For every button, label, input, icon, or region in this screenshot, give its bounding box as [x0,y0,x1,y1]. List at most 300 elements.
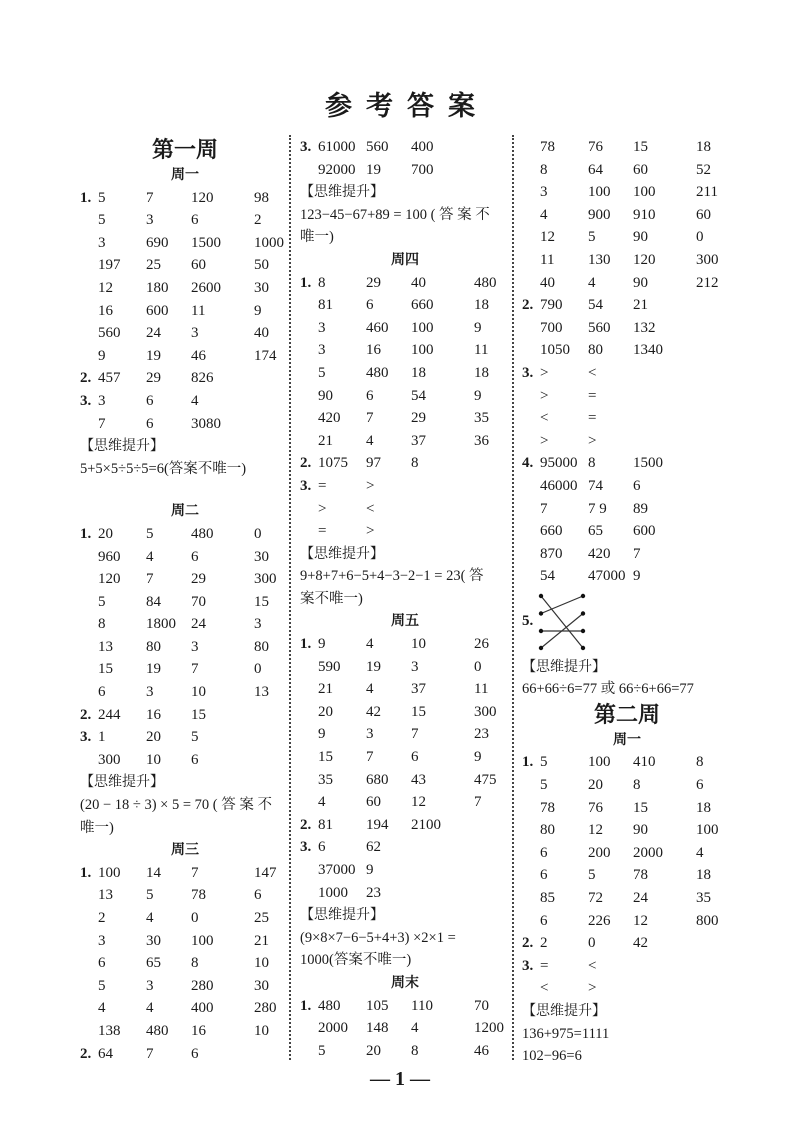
answer-cell: 11 [540,251,555,268]
answer-cell: 23 [366,884,381,901]
answer-row [522,430,732,453]
answer-cell: 2 [254,212,262,229]
answer-cell: 5 [540,777,548,794]
answer-row [80,613,290,636]
answer-row [80,568,290,591]
answer-cell: 5 [98,977,106,994]
answer-row [300,520,510,543]
question-number: 2. [522,935,534,952]
answer-cell: 130 [588,251,611,268]
answer-cell: 3 [146,977,154,994]
answer-cell: 100 [633,184,656,201]
answer-cell: 64 [588,161,603,178]
question-number: 3. [300,839,312,856]
answer-cell: 18 [696,867,711,884]
question-number: 3. [300,139,312,155]
answer-cell: 76 [588,799,603,816]
question-number: 2. [300,816,312,833]
answer-cell: 4 [366,681,374,698]
answer-cell: 62 [366,839,381,856]
answer-cell: 81 [318,297,333,314]
answer-row [80,367,290,390]
answer-cell: 11 [474,681,489,698]
answer-cell: 11 [474,342,489,359]
question-number: 4. [522,455,534,472]
answer-cell: 7 [366,410,374,427]
answer-cell: 46 [474,1042,489,1059]
answer-cell: 12 [411,794,426,811]
answer-row [300,746,510,769]
answer-row [522,910,732,933]
answer-cell: 200 [588,844,611,861]
answer-cell: 65 [588,523,603,540]
question-number: 2. [80,706,92,723]
week-heading: 第二周 [593,701,660,727]
answer-row [522,565,732,588]
answer-cell: 6 [98,684,106,701]
answer-cell: 300 [696,251,719,268]
answer-cell: 4 [146,548,154,565]
answer-cell: 37000 [318,862,356,878]
answer-cell: 78 [633,867,648,884]
answer-cell: 690 [146,234,169,251]
answer-cell: 10 [254,955,269,972]
answer-cell: 132 [633,319,656,336]
answer-cell: 480 [191,525,214,542]
answer-cell: 560 [588,319,611,336]
answer-cell: 100 [411,342,434,359]
answer-cell: 7 [146,571,154,588]
answer-row [300,769,510,792]
answer-cell: 98 [254,189,269,206]
answer-cell: < [540,980,549,997]
answer-cell: 74 [588,477,603,494]
answer-row [522,819,732,842]
answer-cell: 1000 [254,234,284,251]
answer-cell: 13 [98,638,113,655]
answer-cell: 10 [254,1022,269,1039]
answer-cell: 3 [98,392,106,409]
day-heading: 周一 [171,167,199,183]
answer-cell: 3 [98,234,106,251]
answer-cell: 10 [191,684,206,701]
answer-cell: 20 [588,777,603,794]
match-dot [539,611,543,615]
answer-row [300,633,510,656]
answer-cell: 105 [366,997,389,1014]
answer-cell: 15 [411,703,426,720]
answer-cell: 600 [146,302,169,319]
answer-row [300,882,510,905]
answer-row [80,254,290,277]
answer-cell: 19 [146,661,161,678]
answer-row [522,159,732,182]
answer-cell: 1500 [633,455,663,472]
answer-cell: 1050 [540,342,570,359]
answer-row [522,498,732,521]
answer-cell: 480 [146,1022,169,1039]
answer-cell: 212 [696,274,719,291]
answer-cell: > [366,477,375,494]
answer-cell: 3 [366,726,374,743]
answer-cell: > [318,500,327,517]
answer-cell: 90 [633,822,648,839]
answer-cell: 10 [146,751,161,768]
answer-cell: 6 [146,415,154,432]
answer-cell: 600 [633,523,656,540]
answer-cell: 5 [98,593,106,610]
answer-row [300,498,510,521]
answer-row [300,475,510,498]
answer-cell: 64 [98,1045,113,1062]
answer-cell: 7 [146,189,154,206]
answer-cell: 3 [411,658,419,675]
answer-cell: > [540,432,549,449]
answer-cell: = [588,387,597,404]
answer-cell: < [588,957,597,974]
answer-cell: < [366,500,375,517]
answer-row [522,864,732,887]
answer-cell: 13 [254,684,269,701]
question-number: 3. [80,729,92,746]
answer-cell: 54 [540,568,555,585]
answer-cell: 870 [540,545,563,562]
answer-cell: 8 [191,955,199,972]
answer-cell: 9 [474,387,482,404]
answer-cell: 7 [540,500,548,517]
answer-cell: 18 [696,799,711,816]
answer-cell: 0 [696,229,704,246]
answer-cell: 226 [588,912,611,929]
answer-row [300,159,510,182]
answer-cell: 78 [191,887,206,904]
answer-cell: 9 [318,726,326,743]
answer-cell: 180 [146,279,169,296]
answer-row [80,277,290,300]
answer-row [522,452,732,475]
answer-row [80,591,290,614]
day-heading: 周末 [391,974,419,991]
answer-cell: 20 [366,1042,381,1059]
answer-cell: 21 [318,681,333,698]
answer-cell: 100 [696,822,719,839]
match-dot [581,629,585,633]
answer-cell: 52 [696,161,711,178]
answer-cell: 12 [633,912,648,929]
answer-cell: 3 [146,684,154,701]
answer-row [80,862,290,885]
answer-cell: 7 [191,864,199,881]
thinking-tip-heading: 【思维提升】 [80,438,164,455]
answer-row [80,390,290,413]
answer-cell: 25 [254,910,269,926]
question-number: 1. [300,636,312,653]
match-dot [539,629,543,633]
answer-row [300,385,510,408]
day-heading: 周二 [171,503,199,520]
question-number: 2. [80,1045,92,1062]
answer-cell: 2000 [318,1020,348,1037]
answer-cell: 148 [366,1020,389,1037]
answer-row [522,751,732,774]
answer-cell: 0 [474,658,482,675]
answer-cell: 660 [540,523,563,540]
answer-cell: 60 [633,161,648,178]
answer-cell: 420 [318,410,341,427]
match-dot [581,611,585,615]
day-heading: 周三 [171,842,199,859]
answer-row [300,1040,510,1063]
answer-cell: 15 [318,749,333,766]
answer-row [80,975,290,998]
answer-cell: 910 [633,206,656,223]
answer-cell: 29 [146,370,161,387]
answer-cell: 7 [633,545,641,562]
answer-cell: 475 [474,771,497,788]
answer-cell: 660 [411,297,434,314]
answer-cell: 43 [411,771,426,788]
answer-row [80,1043,290,1066]
answer-cell: 147 [254,864,277,881]
answer-cell: 100 [411,319,434,336]
matching-figure [522,588,732,656]
answer-cell: 6 [633,477,641,494]
answer-row [300,791,510,814]
question-number: 3. [300,477,312,494]
answer-cell: 21 [633,297,648,314]
question-number: 1. [300,997,312,1014]
answer-cell: 6 [318,839,326,856]
answer-cell: 35 [318,771,333,788]
answer-cell: 65 [146,955,161,972]
answer-row [300,430,510,453]
answer-cell: 36 [474,432,489,449]
answer-cell: 76 [588,139,603,155]
answer-row [300,678,510,701]
thinking-tip-heading: 【思维提升】 [300,907,384,924]
answer-cell: 280 [191,977,214,994]
answer-cell: = [540,957,549,974]
answer-cell: 9 [474,749,482,766]
answer-cell: 5 [98,212,106,229]
answer-row [522,520,732,543]
answer-cell: 8 [98,616,106,633]
answer-cell: 6 [540,912,548,929]
answer-row [80,726,290,749]
answer-cell: 95000 [540,455,578,472]
answer-cell: < [588,364,597,381]
answer-cell: 6 [191,1045,199,1062]
question-number: 2. [80,370,92,387]
answer-row [522,543,732,566]
answer-cell: 1340 [633,342,663,359]
page-number: — 1 — [370,1068,430,1090]
answer-row [300,656,510,679]
answer-row [300,272,510,295]
thinking-tip-heading: 【思维提升】 [522,658,606,675]
answer-cell: 400 [411,139,434,155]
answer-cell: 2 [540,935,548,952]
answer-row [522,842,732,865]
answer-cell: 3 [254,616,262,633]
answer-row [522,317,732,340]
answer-row [522,204,732,227]
answer-row [80,658,290,681]
answer-cell: 16 [98,302,113,319]
answer-cell: 560 [366,139,389,155]
question-number: 3. [522,957,534,974]
answer-cell: 20 [318,703,333,720]
answer-cell: 1 [98,729,106,746]
answer-cell: 90 [633,229,648,246]
answer-cell: 7 [366,749,374,766]
answer-row [522,887,732,910]
answer-cell: 194 [366,816,389,833]
question-number: 2. [300,455,312,472]
answer-cell: 174 [254,347,277,364]
answer-row [80,884,290,907]
answer-row [80,187,290,210]
answer-row [300,723,510,746]
answer-cell: 2100 [411,816,441,833]
answer-cell: 54 [588,297,603,314]
answer-cell: 92000 [318,161,356,178]
answer-cell: 1075 [318,455,348,472]
answer-cell: 25 [146,257,161,274]
answer-cell: 244 [98,706,121,723]
answer-cell: 85 [540,890,555,907]
answer-cell: 4 [411,1020,419,1037]
answer-text: 9+8+7+6−5+4−3−2−1 = 23( 答 [300,568,484,585]
answer-cell: 20 [98,525,113,542]
answer-cell: 0 [254,525,262,542]
answer-cell: 197 [98,257,121,274]
answer-cell: 8 [540,161,548,178]
answer-cell: 5 [98,189,106,206]
question-number: 2. [522,297,534,314]
answer-cell: 560 [98,325,121,342]
answer-row [522,797,732,820]
answer-cell: 60 [366,794,381,811]
answer-cell: 18 [474,364,489,381]
answer-row [300,317,510,340]
answer-row [80,300,290,323]
answer-cell: 100 [588,184,611,201]
question-number: 1. [80,189,92,206]
answer-cell: 300 [98,751,121,768]
answer-row [522,475,732,498]
answer-cell: 110 [411,997,433,1014]
answer-cell: > [366,523,375,540]
answer-row [80,232,290,255]
answer-row [80,345,290,368]
answer-cell: 23 [474,726,489,743]
answer-row [522,294,732,317]
answer-cell: 5 [318,1042,326,1059]
answer-cell: 15 [633,139,648,155]
answer-cell: 19 [366,658,381,675]
answer-row [522,136,732,159]
answer-cell: 790 [540,297,563,314]
answer-cell: 9 [474,319,482,336]
answer-cell: 5 [588,867,596,884]
answer-cell: 78 [540,139,555,155]
answer-cell: 15 [98,661,113,678]
answer-cell: 15 [191,706,206,723]
answer-text: 123−45−67+89 = 100 ( 答 案 不 [300,206,490,223]
answer-row [300,407,510,430]
answer-row [80,636,290,659]
column-divider [512,135,514,1060]
answer-cell: 0 [254,661,262,678]
answer-cell: 4 [318,794,326,811]
answer-cell: 30 [254,279,269,296]
answer-cell: 78 [540,799,555,816]
answer-cell: 12 [588,822,603,839]
answer-cell: 15 [633,799,648,816]
answer-cell: 900 [588,206,611,223]
answer-cell: 46000 [540,477,578,494]
question-number: 3. [522,364,534,381]
answer-cell: 5 [191,729,199,746]
answer-cell: 15 [254,593,269,610]
answer-cell: 6 [366,297,374,314]
answer-cell: = [588,410,597,427]
answer-row [80,413,290,436]
answer-cell: 42 [633,935,648,952]
answer-cell: 18 [696,139,711,155]
answer-cell: 6 [540,844,548,861]
answer-cell: 480 [318,997,341,1014]
answer-cell: 5 [146,525,154,542]
answer-row [522,272,732,295]
answer-cell: 3 [191,325,199,342]
answer-cell: 19 [146,347,161,364]
answer-row [300,136,510,159]
answer-row [80,749,290,772]
answer-cell: 7 [411,726,419,743]
answer-cell: 6 [696,777,704,794]
answer-cell: 35 [696,890,711,907]
answer-cell: 1800 [146,616,176,633]
match-dot [539,594,543,598]
answer-cell: 4 [146,1000,154,1017]
answer-cell: 7 [98,415,106,432]
answer-cell: 4 [696,844,704,861]
answer-cell: 14 [146,864,161,881]
answer-cell: 7 [474,794,482,811]
answer-cell: 410 [633,754,656,771]
answer-row [80,523,290,546]
answer-cell: 7 [146,1045,154,1062]
answer-cell: 960 [98,548,121,565]
matching-lines [522,588,602,656]
answer-cell: > [540,387,549,404]
answer-row [300,1017,510,1040]
answer-cell: 35 [474,410,489,427]
answer-cell: 81 [318,816,333,833]
answer-cell: 10 [411,636,426,653]
answer-cell: 138 [98,1022,121,1039]
answer-cell: 12 [540,229,555,246]
answer-cell: 6 [146,392,154,409]
answer-cell: 40 [254,325,269,342]
answer-text: 5+5×5÷5÷5=6(答案不唯一) [80,460,247,477]
answer-cell: > [540,364,549,381]
answer-row [80,681,290,704]
answer-cell: 0 [588,935,596,952]
answer-cell: 80 [588,342,603,359]
